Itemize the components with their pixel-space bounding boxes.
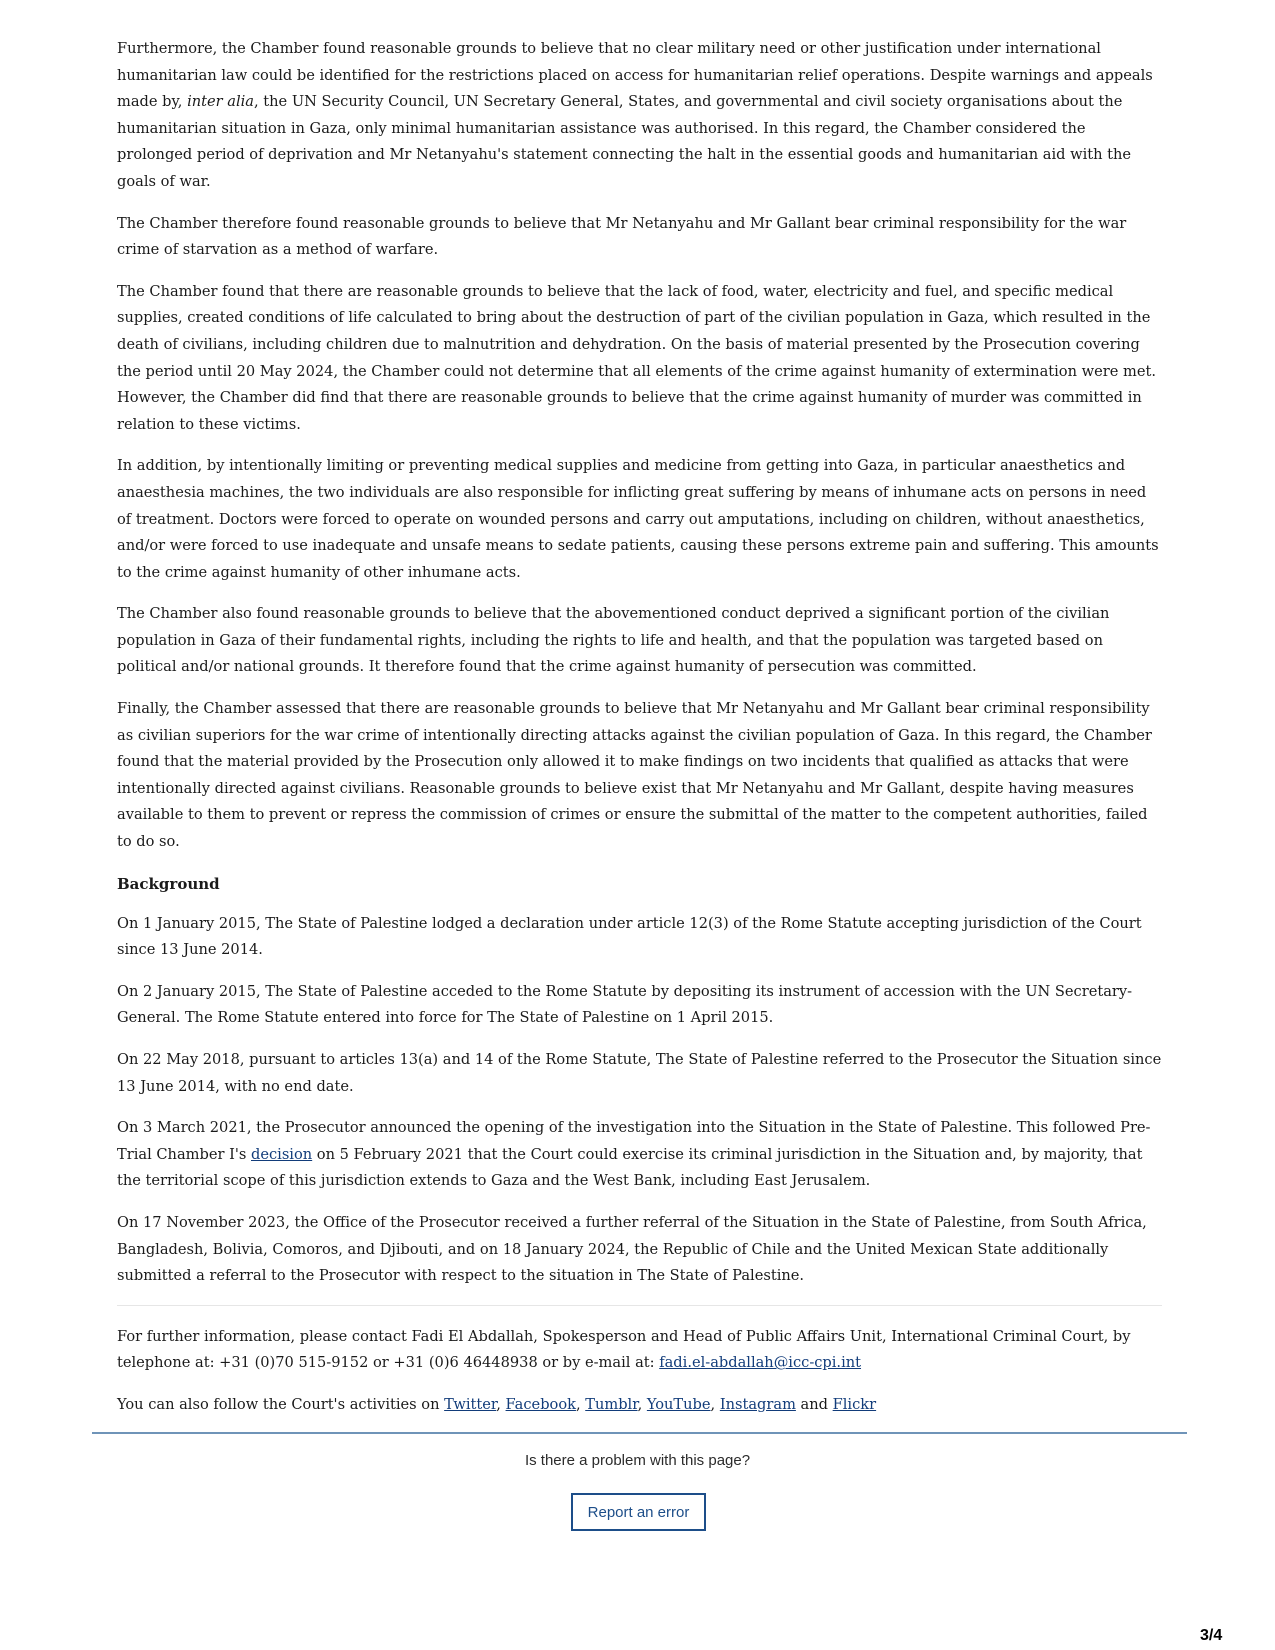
follow-paragraph — [117, 1392, 1162, 1419]
separator: , — [710, 1395, 720, 1413]
separator: , — [637, 1395, 647, 1413]
article-body — [117, 36, 1162, 1434]
paragraph-inhumane-acts: In addition, by intentionally limiting or preventing medical supplies and medicine from getting into Gaza, in particular anaesthetics and anaesthesia machines, the two individuals are also responsible for inflicting great suffering by means of inhumane acts on persons in need of treatment. Doctors were forced to operate on wounded persons and carry out amputations, including on children, without anaesthetics, and/or were forced to use inadequate and unsafe means to sedate patients, causing these persons extreme pain and suffering. This amounts to the crime against humanity of other inhumane acts. — [117, 457, 1159, 581]
background-item — [117, 1115, 1162, 1195]
paragraph-civilian-superiors: Finally, the Chamber assessed that there are reasonable grounds to believe that Mr Netanyahu and Mr Gallant bear criminal responsibility as civilian superiors for the war crime of intentionally directing attacks against the civilian population of Gaza. In this regard, the Chamber found that the material provided by the Prosecution only allowed it to make findings on two incidents that qualified as attacks that were intentionally directed against civilians. Reasonable grounds to believe exist that Mr Netanyahu and Mr Gallant, despite having measures available to them to prevent or repress the commission of crimes or ensure the submittal of the matter to the competent authorities, failed to do so. — [117, 700, 1152, 851]
paragraph-humanitarian-relief — [117, 36, 1162, 196]
background-heading: Background — [117, 874, 220, 893]
separator: , — [496, 1395, 506, 1413]
tumblr-link[interactable]: Tumblr — [585, 1395, 638, 1413]
email-link[interactable]: fadi.el-abdallah@icc-cpi.int — [659, 1354, 862, 1372]
contact-section — [117, 1324, 1162, 1419]
follow-text: You can also follow the Court's activities on — [117, 1395, 445, 1413]
youtube-link[interactable]: YouTube — [646, 1395, 711, 1413]
paragraph-text: Furthermore, the Chamber found reasonable grounds to believe that no clear military need or other justification under international humanitarian law could be identified for the restrictions placed on access for humanitarian relief operations. Despite warnings and appeals made by, — [117, 40, 1153, 111]
section-divider — [117, 1305, 1162, 1306]
paragraph-persecution: The Chamber also found reasonable grounds to believe that the abovementioned conduct deprived a significant portion of the civilian population in Gaza of their fundamental rights, including the rights to life and health, and that the population was targeted based on political and/or national grounds. It therefore found that the crime against humanity of persecution was committed. — [117, 605, 1110, 676]
contact-text: For further information, please contact Fadi El Abdallah, Spokesperson and Head of Public Affairs Unit, International Criminal Court, by telephone at: +31 (0)70 515-9152 or +31 (0)6 46448938 or by e-mail at: — [117, 1327, 1131, 1372]
separator: and — [795, 1395, 833, 1413]
background-item: On 2 January 2015, The State of Palestine acceded to the Rome Statute by depositing its instrument of accession with the UN Secretary-General. The Rome Statute entered into force for The State of Palestine on 1 April 2015. — [117, 982, 1133, 1027]
paragraph-text: , the UN Security Council, UN Secretary General, States, and governmental and civil society organisations about the humanitarian situation in Gaza, only minimal humanitarian assistance was authorised. In this regard, the Chamber considered the prolonged period of deprivation and Mr Netanyahu's statement connecting the halt in the essential goods and humanitarian aid with the goals of war. — [117, 93, 1132, 190]
background-text: On 3 March 2021, the Prosecutor announced the opening of the investigation into the Situation in the State of Palestine. This followed Pre-Trial Chamber I's — [117, 1119, 1151, 1163]
flickr-link[interactable]: Flickr — [832, 1395, 877, 1413]
decision-link[interactable]: decision — [251, 1145, 313, 1163]
paragraph-emphasis: inter alia — [187, 93, 255, 111]
background-item: On 1 January 2015, The State of Palestine lodged a declaration under article 12(3) of the Rome Statute accepting jurisdiction of the Court since 13 June 2014. — [117, 914, 1142, 959]
background-item: On 17 November 2023, the Office of the Prosecutor received a further referral of the Situation in the State of Palestine, from South Africa, Bangladesh, Bolivia, Comoros, and Djibouti, and on 18 January 2024, the Republic of Chile and the United Mexican State additionally submitted a referral to the Prosecutor with respect to the situation in The State of Palestine. — [117, 1213, 1147, 1285]
paragraph-murder: The Chamber found that there are reasonable grounds to believe that the lack of food, water, electricity and fuel, and specific medical supplies, created conditions of life calculated to bring about the destruction of part of the civilian population in Gaza, which resulted in the death of civilians, including children due to malnutrition and dehydration. On the basis of material presented by the Prosecution covering the period until 20 May 2024, the Chamber could not determine that all elements of the crime against humanity of extermination were met. However, the Chamber did find that there are reasonable grounds to believe that the crime against humanity of murder was committed in relation to these victims. — [117, 282, 1156, 433]
facebook-link[interactable]: Facebook — [505, 1395, 576, 1413]
separator: , — [575, 1395, 586, 1413]
instagram-link[interactable]: Instagram — [719, 1395, 796, 1413]
paragraph-starvation: The Chamber therefore found reasonable grounds to believe that Mr Netanyahu and Mr Gallant bear criminal responsibility for the war crime of starvation as a method of warfare. — [117, 214, 1127, 259]
report-error-button[interactable]: Report an error — [571, 1493, 706, 1531]
footer-divider — [92, 1432, 1187, 1434]
background-item: On 22 May 2018, pursuant to articles 13(a) and 14 of the Rome Statute, The State of Palestine referred to the Prosecutor the Situation since 13 June 2014, with no end date. — [117, 1051, 1162, 1095]
background-text: on 5 February 2021 that the Court could exercise its criminal jurisdiction in the Situation and, by majority, that the territorial scope of this jurisdiction extends to Gaza and the West Bank, including East Jerusalem. — [117, 1145, 1143, 1190]
contact-paragraph — [117, 1324, 1162, 1377]
feedback-question: Is there a problem with this page? — [524, 1452, 751, 1469]
page-number: 3/4 — [1200, 1627, 1223, 1644]
twitter-link[interactable]: Twitter — [444, 1395, 497, 1413]
